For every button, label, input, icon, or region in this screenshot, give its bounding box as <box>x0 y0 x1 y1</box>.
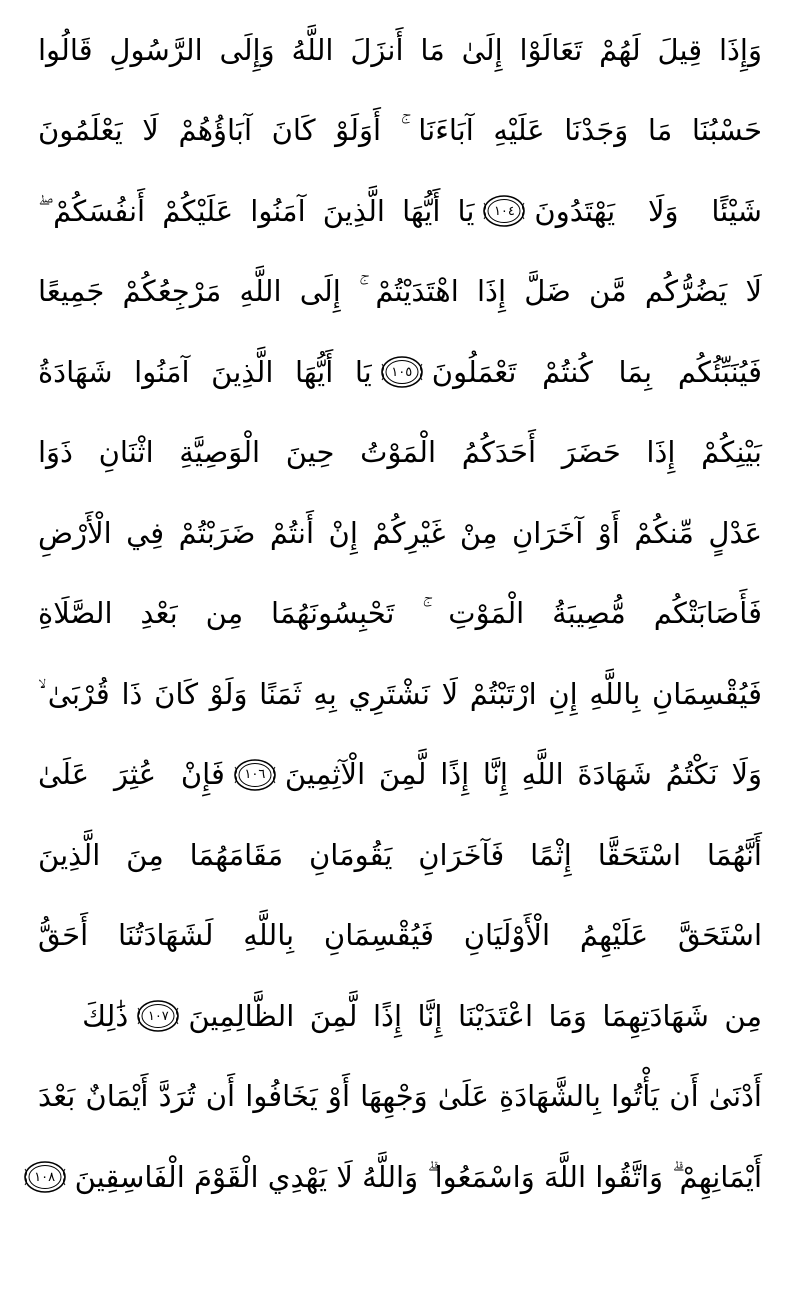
verse-line <box>38 896 762 977</box>
verse-line <box>38 654 762 735</box>
ayah-number: ١٠٧ <box>147 1008 169 1024</box>
verse-line <box>38 493 762 574</box>
verse-text: وَلَا نَكْتُمُ شَهَادَةَ اللَّهِ إِنَّا إِذًا لَّمِنَ الْآثِمِينَ <box>284 757 762 792</box>
verse-text: فَيُنَبِّئُكُم بِمَا كُنتُمْ تَعْمَلُونَ <box>431 354 762 389</box>
verse-line <box>38 735 762 816</box>
verse-text: فَيُقْسِمَانِ بِاللَّهِ إِنِ ارْتَبْتُمْ لَا نَشْتَرِي بِهِ ثَمَنًا وَلَوْ كَانَ ذَا قُرْبَىٰ ۙ <box>38 676 762 711</box>
verse-text: بَيْنِكُمْ إِذَا حَضَرَ أَحَدَكُمُ الْمَوْتُ حِينَ الْوَصِيَّةِ اثْنَانِ ذَوَا <box>38 435 762 470</box>
verse-text: يَا أَيُّهَا الَّذِينَ آمَنُوا عَلَيْكُمْ أَنفُسَكُمْ ۖ <box>38 193 475 228</box>
verse-text: حَسْبُنَا مَا وَجَدْنَا عَلَيْهِ آبَاءَنَا ۚ أَوَلَوْ كَانَ آبَاؤُهُمْ لَا يَعْلَمُونَ <box>38 113 762 148</box>
verse-text: أَدْنَىٰ أَن يَأْتُوا بِالشَّهَادَةِ عَلَىٰ وَجْهِهَا أَوْ يَخَافُوا أَن تُرَدَّ أَيْمَانٌ بَعْدَ <box>38 1079 762 1114</box>
verse-line <box>38 91 762 172</box>
verse-line <box>38 10 762 91</box>
verse-text: أَنَّهُمَا اسْتَحَقَّا إِثْمًا فَآخَرَانِ يَقُومَانِ مَقَامَهُمَا مِنَ الَّذِينَ <box>38 837 762 872</box>
ayah-number: ١٠٦ <box>244 767 266 783</box>
verse-line <box>38 976 762 1057</box>
ayah-number-marker <box>380 355 424 389</box>
verse-text: مِن شَهَادَتِهِمَا وَمَا اعْتَدَيْنَا إِنَّا إِذًا لَّمِنَ الظَّالِمِينَ <box>188 998 762 1033</box>
verse-line <box>34 1137 762 1218</box>
ayah-number: ١٠٤ <box>493 203 515 219</box>
verse-text: فَأَصَابَتْكُم مُّصِيبَةُ الْمَوْتِ ۚ تَحْبِسُونَهُمَا مِن بَعْدِ الصَّلَاةِ <box>38 596 762 631</box>
ayah-number: ١٠٥ <box>391 364 413 380</box>
verse-text: اسْتَحَقَّ عَلَيْهِمُ الْأَوْلَيَانِ فَيُقْسِمَانِ بِاللَّهِ لَشَهَادَتُنَا أَحَقُّ <box>38 918 762 953</box>
verse-text: ذَٰلِكَ <box>82 998 129 1033</box>
verse-line <box>38 413 762 494</box>
ayah-number: ١٠٨ <box>34 1169 56 1185</box>
verse-line <box>38 815 762 896</box>
ayah-number-marker <box>482 194 526 228</box>
verse-line <box>38 252 762 333</box>
verse-text: وَإِذَا قِيلَ لَهُمْ تَعَالَوْا إِلَىٰ مَا أَنزَلَ اللَّهُ وَإِلَى الرَّسُولِ قَالُوا <box>38 32 762 67</box>
verse-text: فَإِنْ عُثِرَ عَلَىٰ <box>38 757 225 792</box>
verse-text: لَا يَضُرُّكُم مَّن ضَلَّ إِذَا اهْتَدَيْتُمْ ۚ إِلَى اللَّهِ مَرْجِعُكُمْ جَمِيعًا <box>38 274 762 309</box>
ayah-number-marker <box>23 1160 67 1194</box>
verse-text: يَا أَيُّهَا الَّذِينَ آمَنُوا شَهَادَةُ <box>37 354 372 389</box>
verse-text: عَدْلٍ مِّنكُمْ أَوْ آخَرَانِ مِنْ غَيْرِكُمْ إِنْ أَنتُمْ ضَرَبْتُمْ فِي الْأَرْضِ <box>38 515 762 550</box>
verse-line <box>38 574 762 655</box>
verse-line <box>38 332 762 413</box>
verse-text: أَيْمَانِهِمْ ۗ وَاتَّقُوا اللَّهَ وَاسْمَعُوا ۗ وَاللَّهُ لَا يَهْدِي الْقَوْمَ الْفَاسِقِينَ <box>74 1159 762 1194</box>
verse-line <box>38 1057 762 1138</box>
verse-line <box>38 171 762 252</box>
verse-text: شَيْئًا وَلَا يَهْتَدُونَ <box>534 193 762 228</box>
ayah-number-marker <box>233 758 277 792</box>
ayah-number-marker <box>136 999 180 1033</box>
